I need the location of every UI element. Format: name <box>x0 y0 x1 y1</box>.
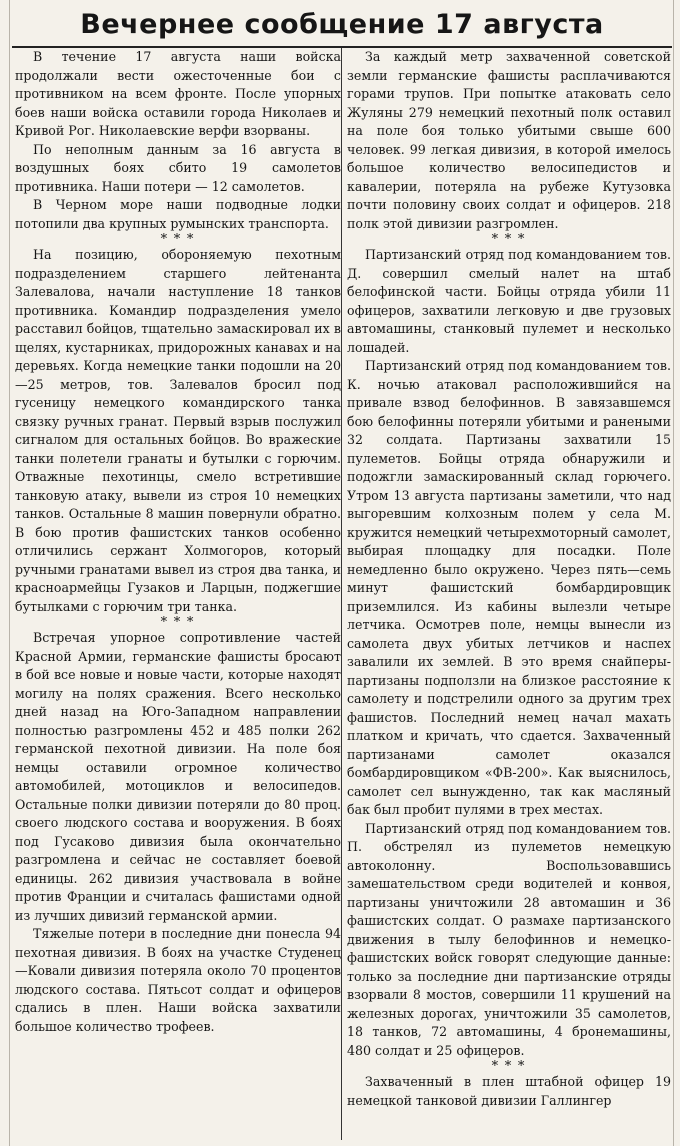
paragraph: По неполным данным за 16 августа в воздушных боях сбито 19 самолетов противника. Наши потери — 12 самолетов. <box>15 141 341 194</box>
section-separator: * * * <box>491 232 527 247</box>
paragraph: Партизанский отряд под командованием тов. К. ночью атаковал расположившийся на привале взвод белофиннов. В завязавшемся бою белофинны потеряли убитыми и ранеными 32 солдата. Партизаны захватили 15 пулеметов. Бойцы отряда обнаружили и подожгли замаскированный склад горючего. Утром 13 августа партизаны заметили, что над выгоревшим колхозным полем у села М. кружится немецкий четырехмоторный самолет, выбирая площадку для посадки. Поле немедленно было окружено. Через пять—семь минут фашистский бомбардировщик приземлился. Из кабины вылезли четыре летчика. Осмотрев поле, немцы вынесли из самолета двух убитых летчиков и наспех завалили их землей. В это время снайперы-партизаны подползли на близкое расстояние к самолету и подстрелили одного за другим трех фашистов. Последний немец начал махать платком и кричать, что сдается. Захваченный партизанами самолет оказался бомбардировщиком «ФВ-200». Как выяснилось, самолет сел вынужденно, так как масляный бак был пробит пулями в трех местах. <box>347 358 671 817</box>
paragraph: Партизанский отряд под командованием тов. Д. совершил смелый налет на штаб белофинской части. Бойцы отряда убили 11 офицеров, захватили легковую и две грузовых автомашины, станковый пулемет и несколько лошадей. <box>347 247 671 355</box>
section-separator: * * * <box>160 232 196 247</box>
left-page-edge <box>0 0 10 1146</box>
paragraph: Захваченный в плен штабной офицер 19 немецкой танковой дивизии Галлингер <box>347 1074 671 1108</box>
left-column <box>15 48 341 1140</box>
right-column <box>347 48 671 1140</box>
right-page-edge <box>673 0 680 1146</box>
article-title: Вечернее сообщение 17 августа <box>12 4 672 48</box>
section-separator: * * * <box>160 615 196 630</box>
paragraph: На позицию, обороняемую пехотным подразделением старшего лейтенанта Залевалова, начали наступление 18 танков противника. Командир подразделения умело расставил бойцов, тщательно замаскировал их в щелях, кустарниках, придорожных канавах и на деревьях. Когда немецкие танки подошли на 20—25 метров, тов. Залевалов бросил под гусеницу немецкого командирского танка связку ручных гранат. Первый взрыв послужил сигналом для остальных бойцов. Во вражеские танки полетели гранаты и бутылки с горючим. Отважные пехотинцы, смело встретившие танковую атаку, вывели из строя 10 немецких танков. Остальные 8 машин повернули обратно. В бою против фашистских танков особенно отличились сержант Холмогоров, который ручными гранатами вывел из строя два танка, и красноармейцы Гузаков и Ларцын, поджегшие бутылками с горючим три танка. <box>15 247 341 614</box>
paragraph: За каждый метр захваченной советской земли германские фашисты расплачиваются горами трупов. При попытке атаковать село Жуляны 279 немецкий пехотный полк оставил на поле боя только убитыми свыше 600 человек. 99 легкая дивизия, в которой имелось большое количество велосипедистов и кавалерии, потеряла на рубеже Кутузовка почти половину своих солдат и офицеров. 218 полк этой дивизии разгромлен. <box>347 49 671 231</box>
column-divider <box>341 48 342 1140</box>
paragraph: Тяжелые потери в последние дни понесла 94 пехотная дивизия. В боях на участке Студенец—Ковали дивизия потеряла около 70 процентов людского состава. Пятьсот солдат и офицеров сдались в плен. Наши войска захватили большое количество трофеев. <box>15 926 341 1034</box>
paragraph: Встречая упорное сопротивление частей Красной Армии, германские фашисты бросают в бой все новые и новые части, которые находят могилу на полях сражения. Всего несколько дней назад на Юго-Западном направлении полностью разгромлены 452 и 485 полки 262 германской пехотной дивизии. На поле боя немцы оставили огромное количество автомобилей, мотоциклов и велосипедов. Остальные полки дивизии потеряли до 80 проц. своего людского состава и вооружения. В боях под Гусаково дивизия была окончательно разгромлена и сейчас не составляет боевой единицы. 262 дивизия участвовала в войне против Франции и считалась фашистами одной из лучших дивизий германской армии. <box>15 630 341 923</box>
paragraph: В Черном море наши подводные лодки потопили два крупных румынских транспорта. <box>15 197 341 231</box>
paragraph: В течение 17 августа наши войска продолжали вести ожесточенные бои с противником на всем фронте. После упорных боев наши войска оставили города Николаев и Кривой Рог. Николаевские верфи взорваны. <box>15 49 341 138</box>
paragraph: Партизанский отряд под командованием тов. П. обстрелял из пулеметов немецкую автоколонну. Воспользовавшись замешательством среди водителей и конвоя, партизаны уничтожили 28 автомашин и 36 фашистских солдат. О размахе партизанского движения в тылу белофиннов и немецко-фашистских войск говорят следующие данные: только за последние дни партизанские отряды взорвали 8 мостов, совершили 11 крушений на железных дорогах, уничтожили 35 самолетов, 18 танков, 72 автомашины, 4 бронемашины, 480 солдат и 25 офицеров. <box>347 820 671 1058</box>
section-separator: * * * <box>491 1059 527 1074</box>
